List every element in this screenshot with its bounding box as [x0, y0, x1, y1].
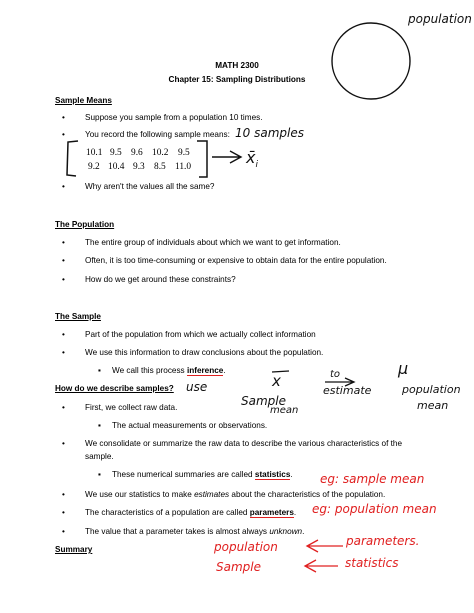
- data-value: 9.6: [131, 148, 143, 158]
- bullet-consolidate: • We consolidate or summarize the raw data to describe the various characteristics of the: [85, 439, 402, 448]
- bullet-constraints: • How do we get around these constraints?: [85, 275, 236, 284]
- bullet-consolidate-cont: sample.: [85, 452, 114, 461]
- statistics-term: statistics: [254, 470, 291, 479]
- bullet-suppose: • Suppose you sample from a population 10 times.: [85, 113, 263, 122]
- bullet-record: • You record the following sample means:: [85, 130, 230, 139]
- data-value: 9.5: [110, 148, 122, 158]
- hand-use: use: [186, 380, 208, 394]
- hand-summary-population: population: [214, 540, 278, 554]
- bullet-entire-group: • The entire group of individuals about which we want to get information.: [85, 238, 341, 247]
- data-value: 10.1: [86, 148, 103, 158]
- bullet-unknown: [85, 527, 304, 536]
- hand-eg-population-mean: eg: population mean: [312, 502, 437, 516]
- hand-xbar-large: x: [272, 372, 281, 390]
- hand-population-mean-2: mean: [417, 399, 449, 412]
- course-title: MATH 2300: [215, 61, 259, 70]
- parameters-term: parameters: [249, 508, 294, 517]
- sub-statistics-pre: These numerical summaries are called: [112, 470, 255, 479]
- estimates-term: estimates: [194, 490, 230, 499]
- bullet-too-time: • Often, it is too time-consuming or expensive to obtain data for the entire population.: [85, 256, 387, 265]
- hand-xbar-sub: i: [255, 160, 258, 171]
- hand-population-mean-1: population: [402, 383, 461, 396]
- parameters-pre: The characteristics of a population are called: [85, 508, 250, 517]
- hand-summary-statistics: statistics: [345, 556, 399, 570]
- hand-mu: μ: [398, 359, 409, 378]
- bullet-parameters: [85, 508, 296, 517]
- data-value: 9.5: [178, 148, 190, 158]
- bullet-raw-data: • First, we collect raw data.: [85, 403, 177, 412]
- unknown-term: unknown: [269, 527, 303, 536]
- estimates-pre: We use our statistics to make: [85, 490, 195, 499]
- sample-means-heading: Sample Means: [55, 96, 112, 105]
- summary-heading: Summary: [55, 545, 93, 554]
- hand-ten-samples: 10 samples: [235, 126, 304, 140]
- sub-inference-pre: We call this process: [112, 366, 187, 375]
- unknown-post: .: [302, 527, 305, 536]
- sub-measurements: ▪ The actual measurements or observations.: [112, 421, 267, 430]
- data-value: 9.2: [88, 162, 100, 172]
- chapter-title: Chapter 15: Sampling Distributions: [168, 75, 306, 84]
- data-value: 8.5: [154, 162, 166, 172]
- bullet-we-use: • We use this information to draw conclusions about the population.: [85, 348, 323, 357]
- inference-term: inference: [186, 366, 224, 375]
- data-value: 10.4: [108, 162, 125, 172]
- hand-xbar-i: [246, 148, 258, 170]
- population-heading: The Population: [55, 220, 115, 229]
- hand-xbar: x̄: [246, 148, 256, 167]
- sub-inference-post: .: [223, 366, 226, 375]
- sub-statistics: [112, 470, 293, 479]
- data-value: 11.0: [175, 162, 192, 172]
- bullet-estimates: [85, 490, 385, 499]
- describe-heading: How do we describe samples?: [55, 384, 174, 393]
- arrow-to-xbar: [212, 151, 241, 163]
- bullet-part-of: • Part of the population from which we actually collect information: [85, 330, 316, 339]
- hand-to: to: [330, 369, 341, 380]
- data-value: 9.3: [133, 162, 145, 172]
- hand-sample-1: Sample: [241, 394, 286, 408]
- hand-eg-sample-mean: eg: sample mean: [320, 472, 425, 486]
- hand-sample-2: mean: [270, 405, 299, 416]
- sub-inference: [112, 366, 226, 375]
- sub-statistics-post: .: [290, 470, 293, 479]
- estimates-post: about the characteristics of the population.: [229, 490, 386, 499]
- bullet-why: • Why aren't the values all the same?: [85, 182, 214, 191]
- hand-summary-sample: Sample: [216, 560, 261, 574]
- hand-population: population: [408, 12, 472, 26]
- parameters-post: .: [293, 508, 297, 517]
- sample-heading: The Sample: [55, 312, 101, 321]
- data-value: 10.2: [152, 148, 169, 158]
- arrow-to-parameters: [307, 540, 343, 552]
- unknown-pre: The value that a parameter takes is almost always: [85, 527, 270, 536]
- arrow-to-statistics: [305, 560, 338, 572]
- hand-estimate: estimate: [323, 384, 372, 397]
- hand-summary-parameters: parameters.: [346, 534, 420, 548]
